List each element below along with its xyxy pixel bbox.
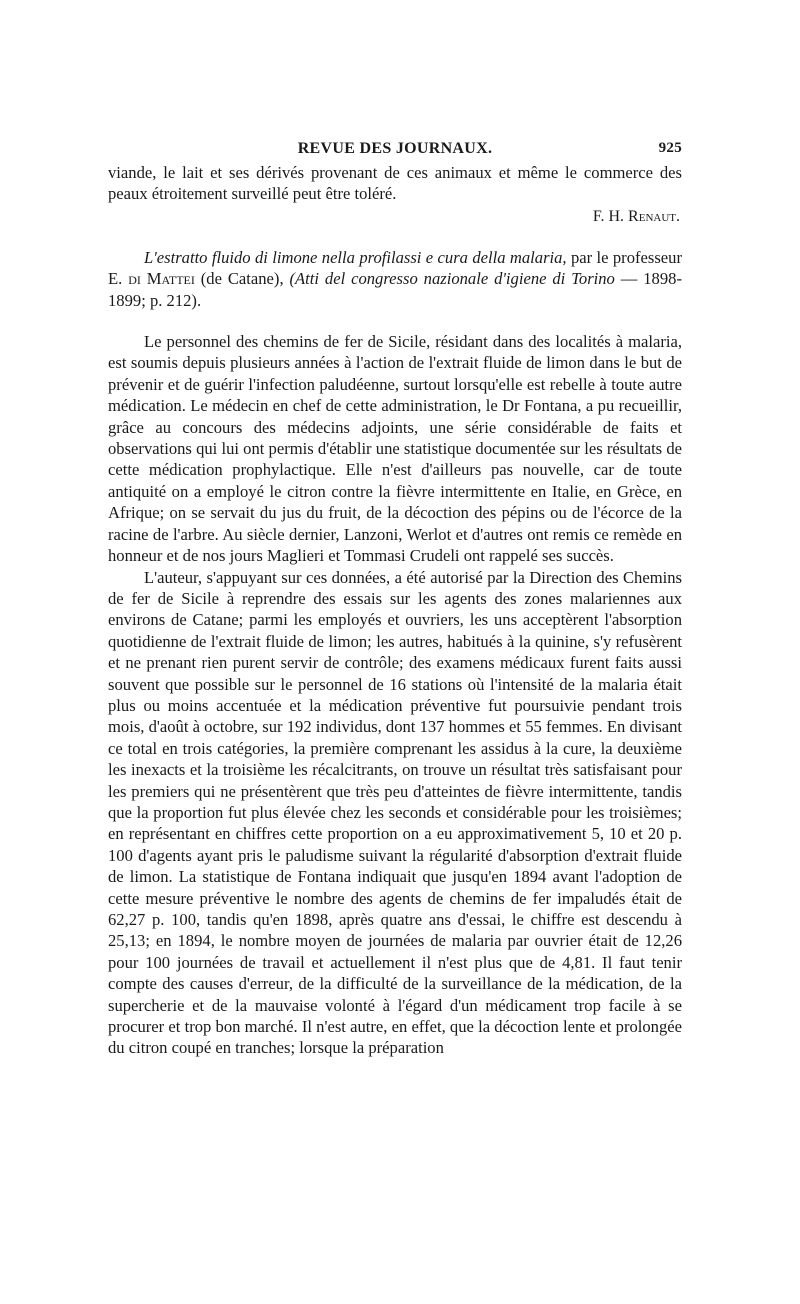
review-by: par le professeur E. — [108, 247, 682, 289]
review-author: di Mattei — [128, 269, 195, 289]
review-source: (Atti del congresso nazionale d'igiene di Torino — [289, 269, 615, 289]
review-author-place: (de Catane), — [200, 269, 284, 289]
body-paragraph-2: L'auteur, s'appuyant sur ces données, a été autorisé par la Direction des Chemins de fer de Sicile à reprendre des essais sur les agents des zones malariennes aux environs de Catane; parmi les employés et ouvriers, les uns acceptèrent l'absorption quotidienne de l'extrait fluide de limon; les autres, habitués à la quinine, s'y refusèrent et ne prenant rien purent servir de contrôle; des examens médicaux furent faits aussi souvent que possible sur le personnel de 16 stations où l'intensité de la malaria était plus ou moins accentuée et la médication préventive fut poursuivie pendant trois mois, d'août à octobre, sur 192 individus, dont 137 hommes et 55 femmes. En divisant ce total en trois catégories, la première comprenant les assidus à la cure, la deuxième les inexacts et la troisième les récalcitrants, on trouve un résultat très satisfaisant pour les premiers qui ne présentèrent que très peu d'atteintes de fièvre intermittente, tandis que la proportion fut plus élevée chez les seconds et considérable pour les troisièmes; en représentant en chiffres cette proportion on a eu approximativement 5, 10 et 20 p. 100 d'agents ayant pris le paludisme suivant la régularité d'absorption d'extrait fluide de limon. La statistique de Fontana indiquait que jusqu'en 1894 avant l'adoption de cette mesure préventive le nombre des agents de chemins de fer impaludés était de 62,27 p. 100, tandis qu'en 1898, après quatre ans d'essai, le chiffre est descendu à 25,13; en 1894, le nombre moyen de journées de malaria par ouvrier était de 12,26 pour 100 journées de travail et actuellement il n'est plus que de 4,81. Il faut tenir compte des causes d'erreur, de la difficulté de la surveillance de la médication, de la supercherie et de la mauvaise volonté à l'égard d'un médicament trop facile à se procurer et trop bon marché. Il n'est autre, en effet, que la décoction lente et prolongée du citron coupé en tranches; lorsque la préparation — [108, 567, 682, 1058]
review-source-pages: — 1898-1899; p. 212). — [108, 269, 682, 310]
previous-article-text: viande, le lait et ses dérivés provenant de ces animaux et même le commerce des peaux étroitement surveillé peut être toléré. — [108, 163, 682, 204]
signature-initials: F. H. — [592, 207, 625, 225]
review-title: L'estratto fluido di limone nella profilassi e cura della malaria, — [144, 247, 567, 267]
running-title: REVUE DES JOURNAUX. — [297, 140, 493, 157]
author-signature — [108, 206, 682, 228]
page-number: 925 — [658, 140, 682, 156]
body-paragraph-1: Le personnel des chemins de fer de Sicile, résidant dans des localités à malaria, est soumis depuis plusieurs années à l'action de l'extrait fluide de limon dans le but de prévenir et de guérir l'infection paludéenne, surtout lorsqu'elle est rebelle à toute autre médication. Le médecin en chef de cette administration, le Dr Fontana, a pu recueillir, grâce au concours des médecins adjoints, une série considérable de faits et observations qui lui ont permis d'établir une statistique documentée sur les résultats de cette médication prophylactique. Elle n'est d'ailleurs pas nouvelle, car de toute antiquité on a employé le citron contre la fièvre intermittente en Italie, en Grèce, en Afrique; on se servait du jus du fruit, de la décoction des pépins ou de l'écorce de la racine de l'arbre. Au siècle dernier, Lanzoni, Werlot et d'autres ont remis ce remède en honneur et de nos jours Maglieri et Tommasi Crudeli ont rappelé ses succès. — [108, 332, 682, 566]
review-body — [108, 331, 682, 1059]
running-header — [108, 140, 682, 162]
previous-article-ending — [108, 162, 682, 228]
journal-page — [108, 140, 682, 1059]
review-citation — [108, 247, 682, 311]
signature-surname: Renaut. — [628, 207, 680, 225]
